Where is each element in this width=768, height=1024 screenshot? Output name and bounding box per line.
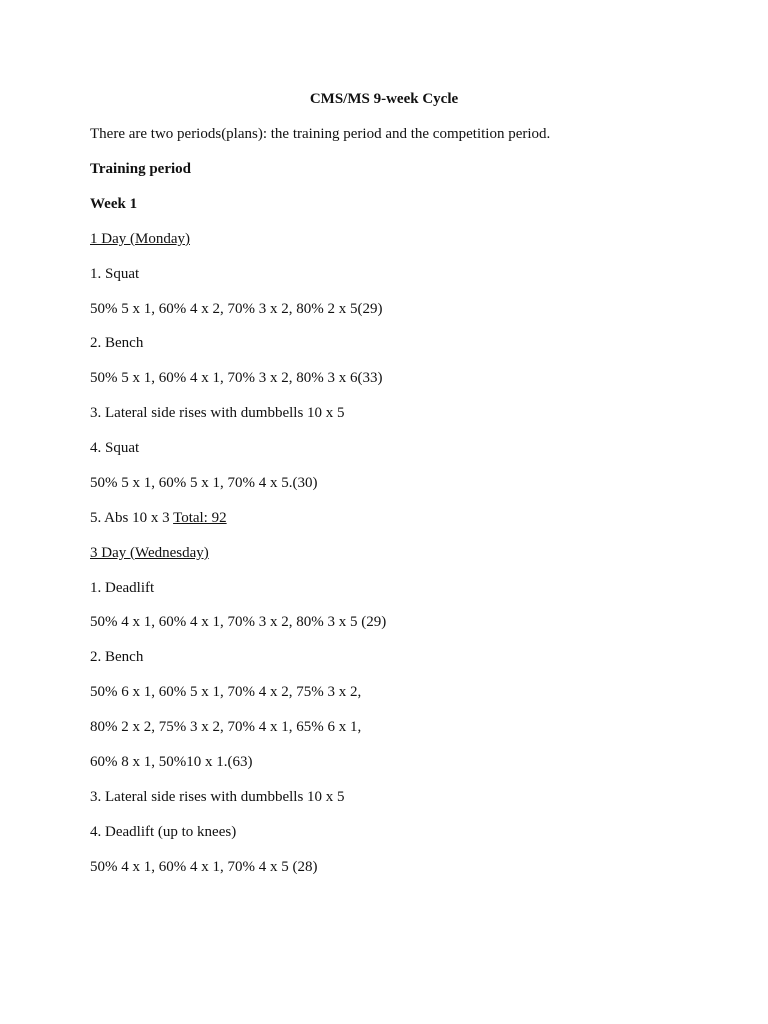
document-title: CMS/MS 9-week Cycle [309,91,459,107]
day1-exercise2-name: 2. Bench [90,335,144,351]
day1-exercise1-name: 1. Squat [90,266,140,282]
week-heading: Week 1 [90,196,138,212]
day3-exercise2-sets-line2: 80% 2 x 2, 75% 3 x 2, 70% 4 x 1, 65% 6 x 1, [90,719,362,735]
day3-exercise4-sets: 50% 4 x 1, 60% 4 x 1, 70% 4 x 5 (28) [90,859,318,875]
day3-exercise2-sets-line3: 60% 8 x 1, 50%10 x 1.(63) [90,754,253,770]
day1-total: Total: 92 [173,510,227,526]
day1-exercise5-line [90,509,227,527]
day3-exercise1-name: 1. Deadlift [90,580,155,596]
day1-heading: 1 Day (Monday) [90,231,190,247]
day1-exercise4-name: 4. Squat [90,440,140,456]
day3-exercise1-sets: 50% 4 x 1, 60% 4 x 1, 70% 3 x 2, 80% 3 x 5 (29) [90,614,387,630]
day1-exercise2-sets: 50% 5 x 1, 60% 4 x 1, 70% 3 x 2, 80% 3 x 6(33) [90,370,383,386]
day1-exercise4-sets: 50% 5 x 1, 60% 5 x 1, 70% 4 x 5.(30) [90,475,318,491]
day3-exercise2-name: 2. Bench [90,649,144,665]
day3-heading: 3 Day (Wednesday) [90,545,209,561]
day3-exercise3: 3. Lateral side rises with dumbbells 10 x 5 [90,789,345,805]
section-heading: Training period [90,161,191,177]
day1-exercise3: 3. Lateral side rises with dumbbells 10 x 5 [90,405,345,421]
day1-exercise5: 5. Abs 10 x 3 [90,510,174,526]
day3-exercise4-name: 4. Deadlift (up to knees) [90,824,237,840]
day3-exercise2-sets-line1: 50% 6 x 1, 60% 5 x 1, 70% 4 x 2, 75% 3 x 2, [90,684,362,700]
day1-exercise1-sets: 50% 5 x 1, 60% 4 x 2, 70% 3 x 2, 80% 2 x 5(29) [90,301,383,317]
intro-paragraph: There are two periods(plans): the training period and the competition period. [90,126,551,142]
